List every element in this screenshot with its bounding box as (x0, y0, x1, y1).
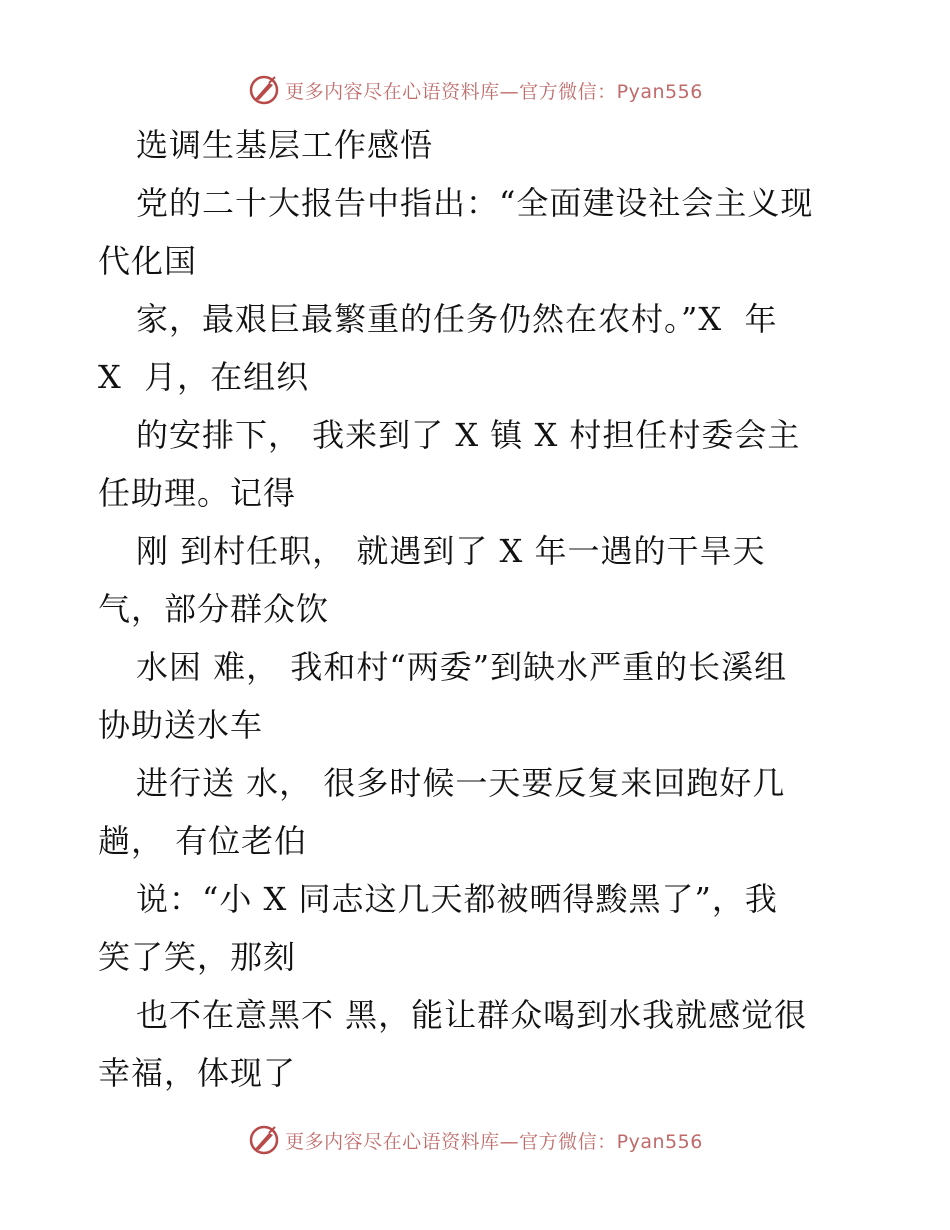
paragraph-line: 幸福，体现了 (98, 1054, 297, 1092)
paragraph-line: X 月，在组织 (98, 358, 310, 396)
paragraph-line: 水困 难， 我和村“两委”到缺水严重的长溪组 (136, 648, 788, 686)
quill-pen-logo-icon (247, 73, 281, 107)
paragraph-line: 的安排下， 我来到了 X 镇 X 村担任村委会主 (136, 416, 801, 454)
header-watermark-banner (0, 68, 950, 112)
header-watermark-text: 更多内容尽在心语资料库—官方微信：Pyan556 (285, 80, 703, 103)
paragraph-line: 也不在意黑不 黑，能让群众喝到水我就感觉很 (136, 996, 808, 1034)
quill-pen-logo-icon (247, 1123, 281, 1157)
footer-watermark-banner (0, 1118, 950, 1162)
paragraph-line: 笑了笑，那刻 (98, 938, 297, 976)
paragraph-line: 党的二十大报告中指出：“全面建设社会主义现 (136, 184, 814, 222)
paragraph-line: 协助送水车 (98, 706, 264, 744)
paragraph-line: 进行送 水， 很多时候一天要反复来回跑好几 (136, 764, 786, 802)
footer-watermark-text: 更多内容尽在心语资料库—官方微信：Pyan556 (285, 1130, 703, 1153)
paragraph-line: 气，部分群众饮 (98, 590, 330, 628)
paragraph-line: 代化国 (98, 242, 198, 280)
paragraph-line: 任助理。记得 (98, 474, 297, 512)
paragraph-line: 说：“小 X 同志这几天都被晒得黢黑了”，我 (136, 880, 778, 918)
paragraph-line: 刚 到村任职， 就遇到了 X 年一遇的干旱天 (136, 532, 766, 570)
document-title: 选调生基层工作感悟 (136, 126, 434, 164)
paragraph-line: 家，最艰巨最繁重的任务仍然在农村。”X 年 (136, 300, 778, 338)
paragraph-line: 趟， 有位老伯 (98, 822, 308, 860)
